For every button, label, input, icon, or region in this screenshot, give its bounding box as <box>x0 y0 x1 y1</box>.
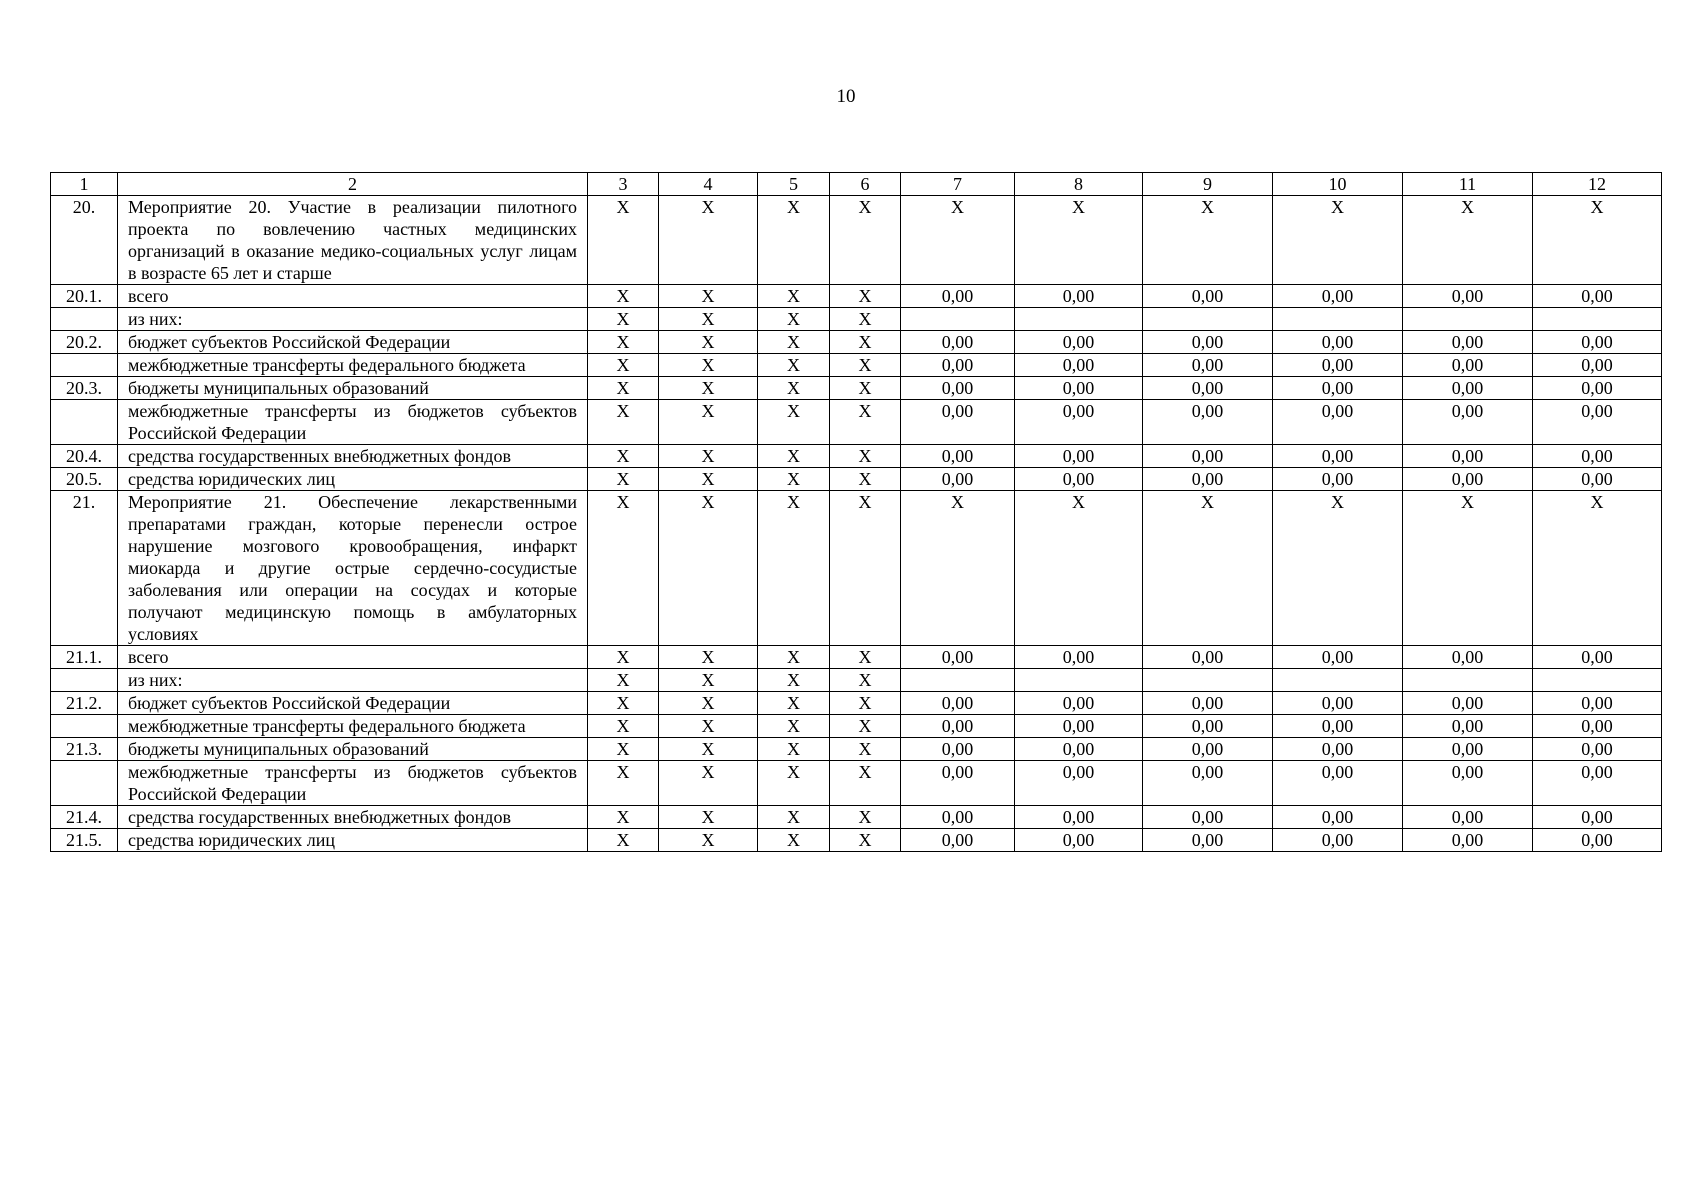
value-cell-col-10: 0,00 <box>1273 738 1403 761</box>
value-cell-col-5: X <box>758 669 830 692</box>
value-cell-col-3: X <box>588 308 659 331</box>
value-cell-col-12: X <box>1533 491 1662 646</box>
value-cell-col-4: X <box>659 738 758 761</box>
value-cell-col-3: X <box>588 669 659 692</box>
value-cell-col-7: 0,00 <box>901 354 1015 377</box>
table-row <box>51 669 1662 692</box>
table-row <box>51 715 1662 738</box>
value-cell-col-7: 0,00 <box>901 646 1015 669</box>
value-cell-col-6: X <box>830 829 901 852</box>
value-cell-col-11: 0,00 <box>1403 806 1533 829</box>
value-cell-col-11: 0,00 <box>1403 646 1533 669</box>
column-number-col-12: 12 <box>1533 173 1662 196</box>
value-cell-col-8: 0,00 <box>1015 692 1143 715</box>
value-cell-col-11: 0,00 <box>1403 761 1533 806</box>
value-cell-col-12: 0,00 <box>1533 738 1662 761</box>
value-cell-col-11: X <box>1403 196 1533 285</box>
value-cell-col-3: X <box>588 715 659 738</box>
value-cell-col-10: 0,00 <box>1273 829 1403 852</box>
value-cell-col-12: 0,00 <box>1533 377 1662 400</box>
row-number-cell <box>51 715 118 738</box>
value-cell-col-7 <box>901 308 1015 331</box>
value-cell-col-7: 0,00 <box>901 400 1015 445</box>
value-cell-col-3: X <box>588 692 659 715</box>
value-cell-col-7: 0,00 <box>901 829 1015 852</box>
value-cell-col-4: X <box>659 692 758 715</box>
value-cell-col-5: X <box>758 468 830 491</box>
table-row <box>51 468 1662 491</box>
value-cell-col-5: X <box>758 491 830 646</box>
column-number-number: 1 <box>51 173 118 196</box>
value-cell-col-11: 0,00 <box>1403 715 1533 738</box>
row-description-cell: из них: <box>118 308 588 331</box>
row-description-cell: из них: <box>118 669 588 692</box>
value-cell-col-8: 0,00 <box>1015 646 1143 669</box>
value-cell-col-4: X <box>659 468 758 491</box>
value-cell-col-12: 0,00 <box>1533 715 1662 738</box>
value-cell-col-8: 0,00 <box>1015 829 1143 852</box>
column-number-col-7: 7 <box>901 173 1015 196</box>
value-cell-col-8: 0,00 <box>1015 285 1143 308</box>
value-cell-col-5: X <box>758 829 830 852</box>
value-cell-col-9: 0,00 <box>1143 738 1273 761</box>
row-description-cell: межбюджетные трансферты из бюджетов субъектов Российской Федерации <box>118 761 588 806</box>
value-cell-col-11: X <box>1403 491 1533 646</box>
value-cell-col-8: 0,00 <box>1015 761 1143 806</box>
value-cell-col-3: X <box>588 491 659 646</box>
value-cell-col-8: 0,00 <box>1015 468 1143 491</box>
row-number-cell: 20.1. <box>51 285 118 308</box>
value-cell-col-9: 0,00 <box>1143 829 1273 852</box>
value-cell-col-4: X <box>659 491 758 646</box>
value-cell-col-3: X <box>588 445 659 468</box>
row-description-cell: бюджет субъектов Российской Федерации <box>118 692 588 715</box>
value-cell-col-5: X <box>758 400 830 445</box>
value-cell-col-7: 0,00 <box>901 285 1015 308</box>
table-row <box>51 445 1662 468</box>
value-cell-col-12: 0,00 <box>1533 468 1662 491</box>
value-cell-col-9: 0,00 <box>1143 646 1273 669</box>
row-number-cell <box>51 308 118 331</box>
value-cell-col-12: X <box>1533 196 1662 285</box>
row-description-cell: всего <box>118 646 588 669</box>
value-cell-col-11: 0,00 <box>1403 738 1533 761</box>
value-cell-col-11: 0,00 <box>1403 400 1533 445</box>
row-number-cell: 21.1. <box>51 646 118 669</box>
value-cell-col-4: X <box>659 285 758 308</box>
value-cell-col-7: X <box>901 491 1015 646</box>
value-cell-col-3: X <box>588 196 659 285</box>
row-description-cell: Мероприятие 21. Обеспечение лекарственными препаратами граждан, которые перенесли острое нарушение мозгового кровообращения, инфаркт миокарда и другие острые сердечно-сосудистые заболевания или операции на сосудах и которые получают медицинскую помощь в амбулаторных условиях <box>118 491 588 646</box>
column-number-col-9: 9 <box>1143 173 1273 196</box>
value-cell-col-3: X <box>588 829 659 852</box>
value-cell-col-7: 0,00 <box>901 692 1015 715</box>
value-cell-col-10: 0,00 <box>1273 285 1403 308</box>
value-cell-col-8 <box>1015 669 1143 692</box>
value-cell-col-5: X <box>758 692 830 715</box>
value-cell-col-4: X <box>659 761 758 806</box>
table-row <box>51 761 1662 806</box>
value-cell-col-10: 0,00 <box>1273 806 1403 829</box>
value-cell-col-5: X <box>758 715 830 738</box>
column-number-col-3: 3 <box>588 173 659 196</box>
value-cell-col-4: X <box>659 715 758 738</box>
funding-table <box>50 172 1662 852</box>
row-description-cell: Мероприятие 20. Участие в реализации пилотного проекта по вовлечению частных медицинских организаций в оказание медико-социальных услуг лицам в возрасте 65 лет и старше <box>118 196 588 285</box>
value-cell-col-6: X <box>830 806 901 829</box>
row-description-cell: средства государственных внебюджетных фондов <box>118 806 588 829</box>
row-number-cell: 21.3. <box>51 738 118 761</box>
value-cell-col-9: 0,00 <box>1143 761 1273 806</box>
value-cell-col-7 <box>901 669 1015 692</box>
value-cell-col-12: 0,00 <box>1533 692 1662 715</box>
value-cell-col-9: 0,00 <box>1143 354 1273 377</box>
row-description-cell: бюджет субъектов Российской Федерации <box>118 331 588 354</box>
value-cell-col-10 <box>1273 669 1403 692</box>
row-description-cell: бюджеты муниципальных образований <box>118 738 588 761</box>
value-cell-col-3: X <box>588 646 659 669</box>
value-cell-col-5: X <box>758 445 830 468</box>
value-cell-col-4: X <box>659 196 758 285</box>
value-cell-col-9 <box>1143 669 1273 692</box>
value-cell-col-10: 0,00 <box>1273 761 1403 806</box>
value-cell-col-8: 0,00 <box>1015 400 1143 445</box>
value-cell-col-6: X <box>830 468 901 491</box>
value-cell-col-3: X <box>588 761 659 806</box>
value-cell-col-4: X <box>659 806 758 829</box>
table-row <box>51 806 1662 829</box>
value-cell-col-10: X <box>1273 491 1403 646</box>
value-cell-col-8: 0,00 <box>1015 331 1143 354</box>
value-cell-col-7: 0,00 <box>901 468 1015 491</box>
value-cell-col-10: 0,00 <box>1273 445 1403 468</box>
value-cell-col-8: 0,00 <box>1015 354 1143 377</box>
value-cell-col-7: 0,00 <box>901 738 1015 761</box>
value-cell-col-6: X <box>830 646 901 669</box>
value-cell-col-12: 0,00 <box>1533 829 1662 852</box>
value-cell-col-4: X <box>659 354 758 377</box>
table-row <box>51 331 1662 354</box>
value-cell-col-8: X <box>1015 491 1143 646</box>
value-cell-col-11 <box>1403 669 1533 692</box>
value-cell-col-6: X <box>830 196 901 285</box>
value-cell-col-9: 0,00 <box>1143 400 1273 445</box>
table-row <box>51 491 1662 646</box>
value-cell-col-3: X <box>588 400 659 445</box>
value-cell-col-10: 0,00 <box>1273 331 1403 354</box>
value-cell-col-12: 0,00 <box>1533 285 1662 308</box>
row-number-cell: 20.3. <box>51 377 118 400</box>
value-cell-col-12 <box>1533 669 1662 692</box>
value-cell-col-9: 0,00 <box>1143 468 1273 491</box>
value-cell-col-12: 0,00 <box>1533 761 1662 806</box>
value-cell-col-9: X <box>1143 196 1273 285</box>
value-cell-col-5: X <box>758 308 830 331</box>
table-row <box>51 692 1662 715</box>
table-row <box>51 400 1662 445</box>
value-cell-col-4: X <box>659 400 758 445</box>
value-cell-col-4: X <box>659 829 758 852</box>
value-cell-col-7: 0,00 <box>901 761 1015 806</box>
value-cell-col-4: X <box>659 669 758 692</box>
row-number-cell: 21.4. <box>51 806 118 829</box>
column-number-row <box>51 173 1662 196</box>
value-cell-col-12: 0,00 <box>1533 646 1662 669</box>
value-cell-col-7: 0,00 <box>901 445 1015 468</box>
value-cell-col-6: X <box>830 491 901 646</box>
value-cell-col-10: 0,00 <box>1273 400 1403 445</box>
value-cell-col-5: X <box>758 354 830 377</box>
value-cell-col-9: 0,00 <box>1143 715 1273 738</box>
value-cell-col-10: 0,00 <box>1273 468 1403 491</box>
value-cell-col-6: X <box>830 738 901 761</box>
value-cell-col-7: X <box>901 196 1015 285</box>
value-cell-col-6: X <box>830 377 901 400</box>
row-number-cell: 21.5. <box>51 829 118 852</box>
row-description-cell: межбюджетные трансферты федерального бюджета <box>118 715 588 738</box>
value-cell-col-5: X <box>758 377 830 400</box>
value-cell-col-9 <box>1143 308 1273 331</box>
row-number-cell <box>51 761 118 806</box>
value-cell-col-8 <box>1015 308 1143 331</box>
value-cell-col-3: X <box>588 738 659 761</box>
value-cell-col-6: X <box>830 400 901 445</box>
value-cell-col-10: 0,00 <box>1273 646 1403 669</box>
value-cell-col-5: X <box>758 646 830 669</box>
table-row <box>51 377 1662 400</box>
value-cell-col-3: X <box>588 377 659 400</box>
page-number: 10 <box>836 86 856 107</box>
row-description-cell: межбюджетные трансферты федерального бюджета <box>118 354 588 377</box>
row-description-cell: средства юридических лиц <box>118 829 588 852</box>
row-number-cell: 20.5. <box>51 468 118 491</box>
value-cell-col-8: 0,00 <box>1015 377 1143 400</box>
value-cell-col-11: 0,00 <box>1403 829 1533 852</box>
value-cell-col-6: X <box>830 354 901 377</box>
value-cell-col-10 <box>1273 308 1403 331</box>
value-cell-col-5: X <box>758 738 830 761</box>
column-number-description: 2 <box>118 173 588 196</box>
value-cell-col-12: 0,00 <box>1533 400 1662 445</box>
value-cell-col-3: X <box>588 354 659 377</box>
value-cell-col-9: 0,00 <box>1143 445 1273 468</box>
value-cell-col-7: 0,00 <box>901 715 1015 738</box>
value-cell-col-9: 0,00 <box>1143 692 1273 715</box>
value-cell-col-4: X <box>659 308 758 331</box>
value-cell-col-7: 0,00 <box>901 806 1015 829</box>
value-cell-col-10: 0,00 <box>1273 377 1403 400</box>
value-cell-col-11: 0,00 <box>1403 692 1533 715</box>
value-cell-col-10: 0,00 <box>1273 354 1403 377</box>
value-cell-col-4: X <box>659 445 758 468</box>
value-cell-col-11: 0,00 <box>1403 285 1533 308</box>
value-cell-col-9: 0,00 <box>1143 331 1273 354</box>
row-description-cell: всего <box>118 285 588 308</box>
column-number-col-5: 5 <box>758 173 830 196</box>
row-description-cell: межбюджетные трансферты из бюджетов субъектов Российской Федерации <box>118 400 588 445</box>
value-cell-col-8: X <box>1015 196 1143 285</box>
value-cell-col-5: X <box>758 806 830 829</box>
row-number-cell: 20. <box>51 196 118 285</box>
value-cell-col-12: 0,00 <box>1533 806 1662 829</box>
value-cell-col-8: 0,00 <box>1015 806 1143 829</box>
value-cell-col-3: X <box>588 285 659 308</box>
column-number-col-10: 10 <box>1273 173 1403 196</box>
value-cell-col-6: X <box>830 715 901 738</box>
value-cell-col-12: 0,00 <box>1533 331 1662 354</box>
value-cell-col-8: 0,00 <box>1015 445 1143 468</box>
table-row <box>51 646 1662 669</box>
column-number-col-8: 8 <box>1015 173 1143 196</box>
value-cell-col-6: X <box>830 445 901 468</box>
value-cell-col-6: X <box>830 669 901 692</box>
value-cell-col-10: X <box>1273 196 1403 285</box>
value-cell-col-11: 0,00 <box>1403 468 1533 491</box>
value-cell-col-3: X <box>588 468 659 491</box>
column-number-col-4: 4 <box>659 173 758 196</box>
value-cell-col-9: X <box>1143 491 1273 646</box>
value-cell-col-4: X <box>659 331 758 354</box>
value-cell-col-4: X <box>659 646 758 669</box>
row-number-cell: 21. <box>51 491 118 646</box>
value-cell-col-11: 0,00 <box>1403 331 1533 354</box>
value-cell-col-9: 0,00 <box>1143 377 1273 400</box>
value-cell-col-7: 0,00 <box>901 331 1015 354</box>
value-cell-col-12 <box>1533 308 1662 331</box>
row-description-cell: средства юридических лиц <box>118 468 588 491</box>
value-cell-col-10: 0,00 <box>1273 692 1403 715</box>
value-cell-col-3: X <box>588 806 659 829</box>
row-number-cell: 21.2. <box>51 692 118 715</box>
table-row <box>51 308 1662 331</box>
value-cell-col-11: 0,00 <box>1403 445 1533 468</box>
value-cell-col-8: 0,00 <box>1015 738 1143 761</box>
value-cell-col-9: 0,00 <box>1143 806 1273 829</box>
value-cell-col-11: 0,00 <box>1403 354 1533 377</box>
value-cell-col-6: X <box>830 331 901 354</box>
value-cell-col-8: 0,00 <box>1015 715 1143 738</box>
value-cell-col-3: X <box>588 331 659 354</box>
value-cell-col-5: X <box>758 285 830 308</box>
value-cell-col-6: X <box>830 692 901 715</box>
value-cell-col-7: 0,00 <box>901 377 1015 400</box>
row-description-cell: средства государственных внебюджетных фондов <box>118 445 588 468</box>
value-cell-col-12: 0,00 <box>1533 354 1662 377</box>
row-description-cell: бюджеты муниципальных образований <box>118 377 588 400</box>
value-cell-col-9: 0,00 <box>1143 285 1273 308</box>
value-cell-col-6: X <box>830 761 901 806</box>
row-number-cell: 20.2. <box>51 331 118 354</box>
value-cell-col-5: X <box>758 761 830 806</box>
value-cell-col-6: X <box>830 285 901 308</box>
value-cell-col-4: X <box>659 377 758 400</box>
table-body <box>51 173 1662 852</box>
value-cell-col-10: 0,00 <box>1273 715 1403 738</box>
value-cell-col-6: X <box>830 308 901 331</box>
value-cell-col-5: X <box>758 331 830 354</box>
row-number-cell <box>51 669 118 692</box>
table-row <box>51 285 1662 308</box>
table-row <box>51 829 1662 852</box>
row-number-cell <box>51 400 118 445</box>
row-number-cell: 20.4. <box>51 445 118 468</box>
table-row <box>51 196 1662 285</box>
value-cell-col-5: X <box>758 196 830 285</box>
table-row <box>51 738 1662 761</box>
value-cell-col-12: 0,00 <box>1533 445 1662 468</box>
column-number-col-6: 6 <box>830 173 901 196</box>
column-number-col-11: 11 <box>1403 173 1533 196</box>
value-cell-col-11 <box>1403 308 1533 331</box>
row-number-cell <box>51 354 118 377</box>
table-row <box>51 354 1662 377</box>
value-cell-col-11: 0,00 <box>1403 377 1533 400</box>
